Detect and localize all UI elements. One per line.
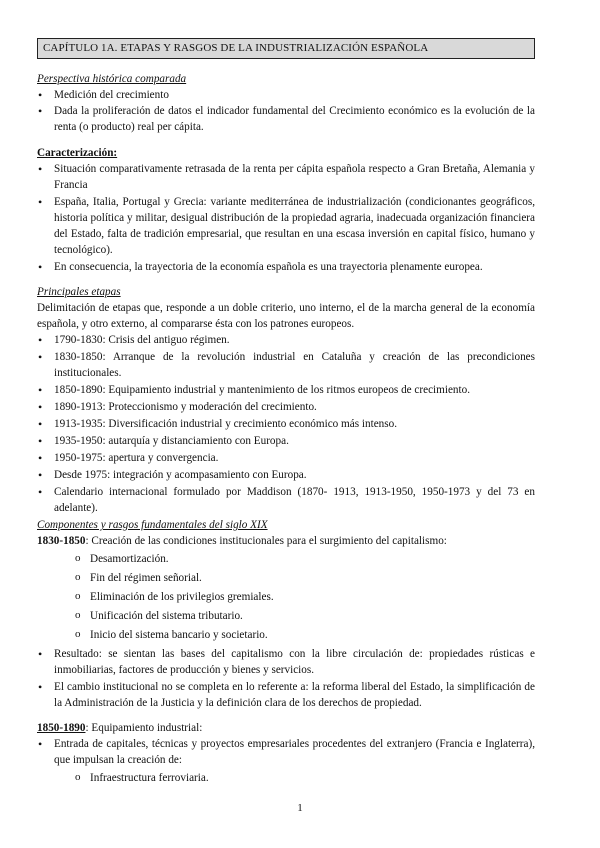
list-item: • En consecuencia, la trayectoria de la economía española es una trayectoria plenamente europea.: [37, 259, 535, 275]
list-item: • 1935-1950: autarquía y distanciamiento con Europa.: [37, 433, 535, 449]
sub-list-1830: [37, 551, 535, 643]
section-heading-etapas: Principales etapas: [37, 286, 121, 298]
section-perspectiva: [37, 71, 535, 135]
period-description: : Creación de las condiciones institucionales para el surgimiento del capitalismo:: [85, 535, 447, 547]
list-item: • Resultado: se sientan las bases del capitalismo con la libre circulación de: propiedades rústicas e inmobiliarias, factores de producción y bienes y servicios.: [37, 646, 535, 678]
sub-list-item: o Unificación del sistema tributario.: [37, 608, 535, 624]
sub-list-item: o Inicio del sistema bancario y societario.: [37, 627, 535, 643]
list-item: • Dada la proliferación de datos el indicador fundamental del Crecimiento económico es la evolución de la renta (o producto) real per cápita.: [37, 103, 535, 135]
list-item: • 1850-1890: Equipamiento industrial y mantenimiento de los ritmos europeos de crecimiento.: [37, 382, 535, 398]
section-heading-componentes: Componentes y rasgos fundamentales del siglo XIX: [37, 519, 268, 531]
list-item: • Medición del crecimiento: [37, 87, 535, 103]
bullet-list-componentes: [37, 646, 535, 711]
sub-list-item: o Infraestructura ferroviaria.: [37, 770, 535, 786]
sub-list-1850: [37, 770, 535, 786]
sub-list-item: o Fin del régimen señorial.: [37, 570, 535, 586]
page-number: 1: [297, 802, 303, 814]
list-item: • 1790-1830: Crisis del antiguo régimen.: [37, 332, 535, 348]
section-componentes: [37, 517, 535, 786]
list-item: • Calendario internacional formulado por Maddison (1870- 1913, 1913-1950, 1950-1973 y del 73 en adelante).: [37, 484, 535, 516]
period-label: 1830-1850: [37, 535, 86, 547]
list-item: • España, Italia, Portugal y Grecia: variante mediterránea de industrialización (condicionantes geográficos, historia política y militar, desigual distribución de la propiedad agraria, inadecuada organización financiera del Estado, falta de tradición empresarial, que resultan en una escasa inversión en capital físico, humano y tecnológico).: [37, 194, 535, 258]
section-heading-caracterizacion: Caracterización:: [37, 147, 118, 159]
componentes-period-1830: [37, 533, 535, 549]
bullet-list-1850: [37, 736, 535, 768]
document-page: [37, 38, 535, 789]
bullet-list-etapas: [37, 332, 535, 516]
chapter-title: CAPÍTULO 1A. ETAPAS Y RASGOS DE LA INDUSTRIALIZACIÓN ESPAÑOLA: [37, 38, 535, 59]
list-item: • 1830-1850: Arranque de la revolución industrial en Cataluña y creación de las precondiciones institucionales.: [37, 349, 535, 381]
list-item: • 1890-1913: Proteccionismo y moderación del crecimiento.: [37, 399, 535, 415]
section-heading-perspectiva: Perspectiva histórica comparada: [37, 73, 187, 85]
bullet-list-perspectiva: [37, 87, 535, 135]
sub-list-item: o Eliminación de los privilegios gremiales.: [37, 589, 535, 605]
list-item: • El cambio institucional no se completa en lo referente a: la reforma liberal del Estado, la simplificación de la Administración de la Justicia y la definición clara de los derechos de propiedad.: [37, 679, 535, 711]
sub-list-item: o Desamortización.: [37, 551, 535, 567]
list-item: • 1950-1975: apertura y convergencia.: [37, 450, 535, 466]
list-item: • 1913-1935: Diversificación industrial y crecimiento económico más intenso.: [37, 416, 535, 432]
period-description: : Equipamiento industrial:: [85, 722, 203, 734]
list-item: • Desde 1975: integración y acompasamiento con Europa.: [37, 467, 535, 483]
etapas-intro: Delimitación de etapas que, responde a un doble criterio, uno interno, el de la marcha general de la economía española, y otro externo, al compararse ésta con los patrones europeos.: [37, 302, 535, 330]
list-item: • Situación comparativamente retrasada de la renta per cápita española respecto a Gran Bretaña, Alemania y Francia: [37, 161, 535, 193]
list-item: • Entrada de capitales, técnicas y proyectos empresariales procedentes del extranjero (Francia e Inglaterra), que impulsan la creación de:: [37, 736, 535, 768]
section-etapas: [37, 284, 535, 516]
period-label: 1850-1890: [37, 722, 86, 734]
componentes-period-1850: [37, 720, 535, 736]
bullet-list-caracterizacion: [37, 161, 535, 275]
section-caracterizacion: [37, 145, 535, 275]
